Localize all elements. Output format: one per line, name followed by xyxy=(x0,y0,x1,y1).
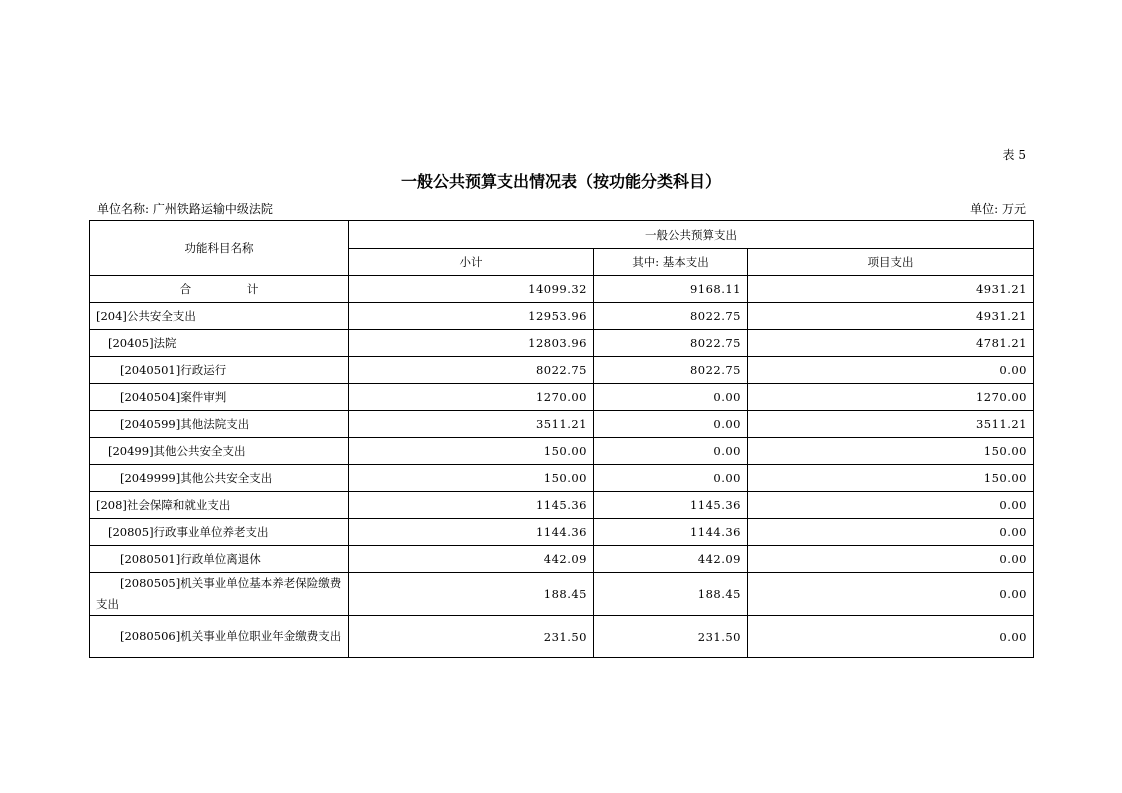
cell-basic: 0.00 xyxy=(594,465,748,492)
table-row xyxy=(90,519,1034,546)
cell-subtotal: 188.45 xyxy=(349,573,594,616)
table-row xyxy=(90,438,1034,465)
cell-subtotal: 1145.36 xyxy=(349,492,594,519)
cell-subtotal: 12953.96 xyxy=(349,303,594,330)
row-name: [2040504]案件审判 xyxy=(90,384,349,411)
row-name: 合 计 xyxy=(90,276,349,303)
row-name: [204]公共安全支出 xyxy=(90,303,349,330)
cell-basic: 0.00 xyxy=(594,411,748,438)
row-name: [2080505]机关事业单位基本养老保险缴费支出 xyxy=(90,573,349,616)
row-name: [20499]其他公共安全支出 xyxy=(90,438,349,465)
table-row xyxy=(90,616,1034,658)
row-name: [2080506]机关事业单位职业年金缴费支出 xyxy=(90,616,349,658)
cell-basic: 0.00 xyxy=(594,384,748,411)
cell-basic: 231.50 xyxy=(594,616,748,658)
table-row xyxy=(90,357,1034,384)
cell-basic: 8022.75 xyxy=(594,330,748,357)
cell-project: 4781.21 xyxy=(748,330,1034,357)
table-row xyxy=(90,330,1034,357)
cell-project: 150.00 xyxy=(748,465,1034,492)
currency-unit: 单位: 万元 xyxy=(970,202,1026,216)
row-name: [20805]行政事业单位养老支出 xyxy=(90,519,349,546)
column-header-group: 一般公共预算支出 xyxy=(349,221,1034,249)
column-header-basic: 其中: 基本支出 xyxy=(594,249,748,276)
column-header-project: 项目支出 xyxy=(748,249,1034,276)
unit-name: 单位名称: 广州铁路运输中级法院 xyxy=(97,202,273,216)
cell-project: 0.00 xyxy=(748,546,1034,573)
cell-project: 4931.21 xyxy=(748,276,1034,303)
row-name: [208]社会保障和就业支出 xyxy=(90,492,349,519)
cell-subtotal: 8022.75 xyxy=(349,357,594,384)
table-row xyxy=(90,465,1034,492)
cell-subtotal: 150.00 xyxy=(349,465,594,492)
row-name: [2040599]其他法院支出 xyxy=(90,411,349,438)
row-name: [2080501]行政单位离退休 xyxy=(90,546,349,573)
cell-basic: 188.45 xyxy=(594,573,748,616)
row-name: [2049999]其他公共安全支出 xyxy=(90,465,349,492)
cell-basic: 0.00 xyxy=(594,438,748,465)
cell-subtotal: 3511.21 xyxy=(349,411,594,438)
cell-project: 0.00 xyxy=(748,492,1034,519)
cell-basic: 1145.36 xyxy=(594,492,748,519)
cell-subtotal: 12803.96 xyxy=(349,330,594,357)
cell-project: 0.00 xyxy=(748,616,1034,658)
cell-project: 150.00 xyxy=(748,438,1034,465)
cell-subtotal: 150.00 xyxy=(349,438,594,465)
table-number: 表 5 xyxy=(1002,148,1026,162)
column-header-subject: 功能科目名称 xyxy=(90,221,349,276)
cell-basic: 8022.75 xyxy=(594,303,748,330)
table-row xyxy=(90,303,1034,330)
row-name: [2040501]行政运行 xyxy=(90,357,349,384)
budget-table xyxy=(89,220,1034,658)
cell-basic: 8022.75 xyxy=(594,357,748,384)
cell-subtotal: 1270.00 xyxy=(349,384,594,411)
table-row xyxy=(90,411,1034,438)
cell-project: 3511.21 xyxy=(748,411,1034,438)
cell-basic: 442.09 xyxy=(594,546,748,573)
cell-project: 4931.21 xyxy=(748,303,1034,330)
table-row xyxy=(90,546,1034,573)
cell-basic: 9168.11 xyxy=(594,276,748,303)
table-row xyxy=(90,492,1034,519)
cell-project: 1270.00 xyxy=(748,384,1034,411)
table-row-total xyxy=(90,276,1034,303)
cell-subtotal: 231.50 xyxy=(349,616,594,658)
document-title: 一般公共预算支出情况表（按功能分类科目） xyxy=(400,172,721,191)
cell-project: 0.00 xyxy=(748,573,1034,616)
cell-basic: 1144.36 xyxy=(594,519,748,546)
cell-subtotal: 442.09 xyxy=(349,546,594,573)
row-name: [20405]法院 xyxy=(90,330,349,357)
cell-subtotal: 14099.32 xyxy=(349,276,594,303)
column-header-subtotal: 小计 xyxy=(349,249,594,276)
table-row xyxy=(90,573,1034,616)
cell-project: 0.00 xyxy=(748,357,1034,384)
cell-project: 0.00 xyxy=(748,519,1034,546)
table-row xyxy=(90,384,1034,411)
cell-subtotal: 1144.36 xyxy=(349,519,594,546)
